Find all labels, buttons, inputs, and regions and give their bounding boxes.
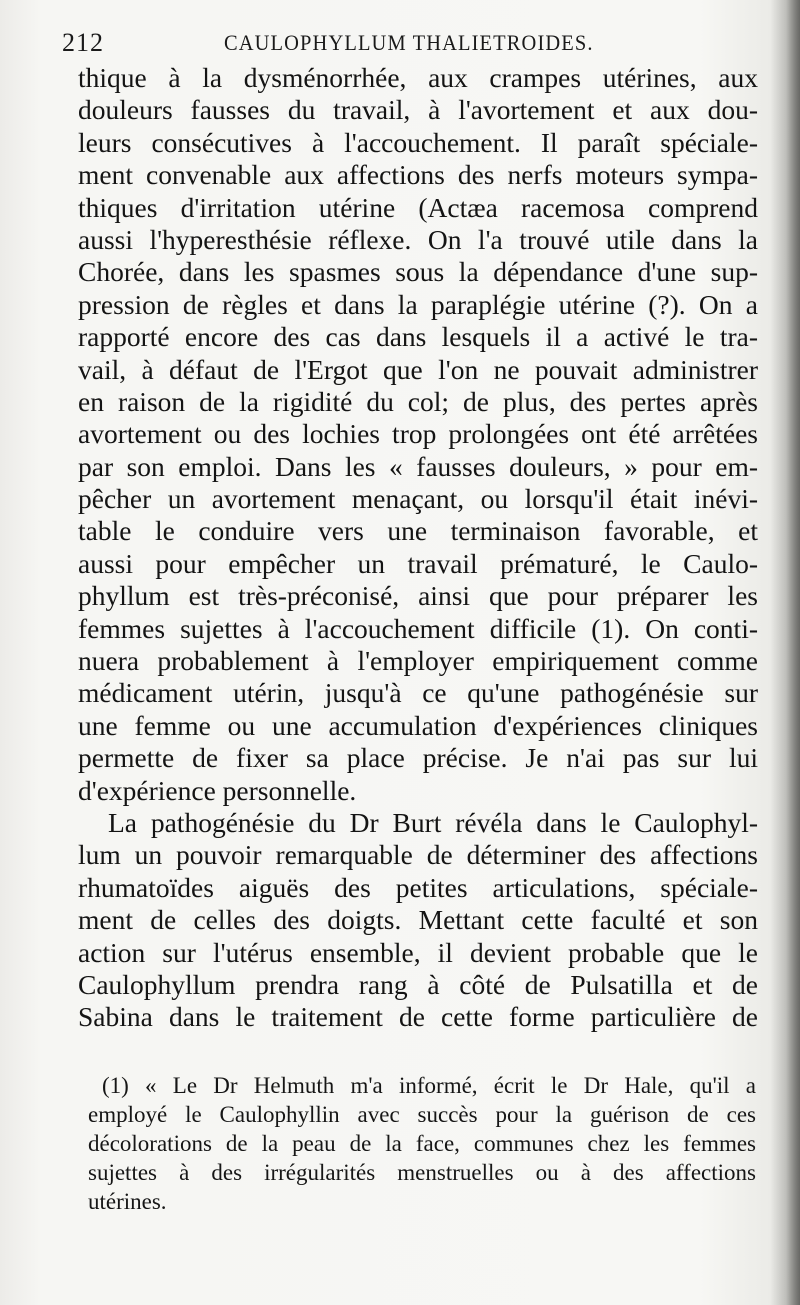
text-line: Chorée, dans les spasmes sous la dépendance d'une sup- [78, 256, 758, 288]
text-line: lum un pouvoir remarquable de déterminer des affections [78, 839, 758, 871]
footnote-line: décolorations de la peau de la face, communes chez les femmes [88, 1131, 756, 1156]
paragraph-end-line: d'expérience personnelle. [78, 774, 357, 806]
text-line: nuera probablement à l'employer empiriquement comme [78, 645, 758, 677]
footnote-line: sujettes à des irrégularités menstruelles ou à des affections [88, 1160, 756, 1185]
text-line: action sur l'utérus ensemble, il devient probable que le [78, 936, 758, 968]
text-line: Caulophyllum prendra rang à côté de Pulsatilla et de [78, 968, 758, 1000]
text-line: douleurs fausses du travail, à l'avortement et aux dou- [78, 94, 758, 126]
text-line: ment de celles des doigts. Mettant cette faculté et son [78, 904, 758, 936]
footnote [88, 1071, 756, 1216]
text-line: phyllum est très-préconisé, ainsi que pour préparer les [78, 580, 758, 612]
text-line: Sabina dans le traitement de cette forme particulière de [78, 1001, 758, 1033]
text-line: aussi l'hyperesthésie réflexe. On l'a trouvé utile dans la [78, 223, 758, 255]
text-line: rhumatoïdes aiguës des petites articulations, spéciale- [78, 871, 758, 903]
text-line: permette de fixer sa place précise. Je n'ai pas sur lui [78, 742, 758, 774]
page-header [62, 22, 762, 62]
footnote-line: employé le Caulophyllin avec succès pour la guérison de ces [88, 1102, 756, 1127]
text-line: thique à la dysménorrhée, aux crampes utérines, aux [78, 62, 758, 93]
text-line: thiques d'irritation utérine (Actæa racemosa comprend [78, 191, 758, 223]
text-line: avortement ou des lochies trop prolongées ont été arrêtées [78, 418, 758, 450]
page-number: 212 [62, 28, 104, 57]
text-line: femmes sujettes à l'accouchement difficile (1). On conti- [78, 612, 758, 644]
text-line: pression de règles et dans la paraplégie utérine (?). On a [78, 288, 758, 320]
paragraph-start-line: La pathogénésie du Dr Burt révéla dans le Caulophyl- [108, 806, 758, 838]
text-line: par son emploi. Dans les « fausses douleurs, » pour em- [78, 450, 758, 482]
footnote-line: utérines. [88, 1189, 167, 1214]
text-line: leurs consécutives à l'accouchement. Il paraît spéciale- [78, 126, 758, 158]
text-line: table le conduire vers une terminaison favorable, et [78, 515, 758, 547]
text-line: médicament utérin, jusqu'à ce qu'une pathogénésie sur [78, 677, 758, 709]
text-line: vail, à défaut de l'Ergot que l'on ne pouvait administrer [78, 353, 758, 385]
text-line: rapporté encore des cas dans lesquels il a activé le tra- [78, 321, 758, 353]
text-line: en raison de la rigidité du col; de plus, des pertes après [78, 385, 758, 417]
body-text [78, 62, 758, 1034]
footnote-line: (1) « Le Dr Helmuth m'a informé, écrit le Dr Hale, qu'il a [102, 1073, 756, 1098]
text-line: une femme ou une accumulation d'expériences cliniques [78, 709, 758, 741]
text-line: aussi pour empêcher un travail prématuré, le Caulo- [78, 547, 758, 579]
page-edge-shadow [786, 0, 800, 1305]
text-line: pêcher un avortement menaçant, ou lorsqu'il était inévi- [78, 483, 758, 515]
text-line: ment convenable aux affections des nerfs moteurs sympa- [78, 159, 758, 191]
running-title: CAULOPHYLLUM THALIETROIDES. [224, 30, 594, 55]
